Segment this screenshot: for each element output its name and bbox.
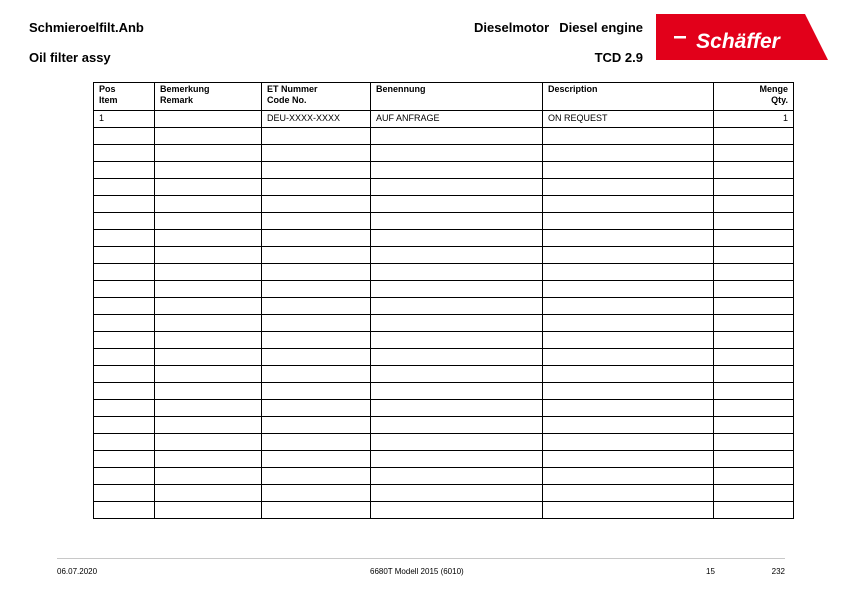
table-row [94,230,794,247]
cell-remark [155,383,262,400]
table-row [94,468,794,485]
cell-remark [155,485,262,502]
footer-divider [57,558,785,559]
cell-description [543,281,714,298]
cell-remark [155,264,262,281]
cell-pos [94,366,155,383]
col-header-label: ET Nummer [267,84,318,94]
table-row [94,434,794,451]
cell-remark [155,417,262,434]
cell-remark [155,179,262,196]
table-row [94,349,794,366]
table-row [94,366,794,383]
table-row [94,213,794,230]
cell-code [262,366,371,383]
cell-code: DEU-XXXX-XXXX [262,111,371,128]
table-row [94,162,794,179]
cell-description [543,128,714,145]
cell-code [262,162,371,179]
cell-remark [155,247,262,264]
cell-qty [714,196,794,213]
cell-remark [155,315,262,332]
cell-remark [155,434,262,451]
table-row [94,298,794,315]
cell-description: ON REQUEST [543,111,714,128]
cell-code [262,179,371,196]
cell-description [543,502,714,519]
schaffer-logo [656,14,828,60]
cell-benennung [371,213,543,230]
cell-code [262,349,371,366]
cell-qty [714,451,794,468]
cell-pos [94,247,155,264]
cell-code [262,298,371,315]
cell-pos [94,468,155,485]
col-header-pos [94,83,155,111]
cell-benennung [371,485,543,502]
cell-qty [714,366,794,383]
cell-remark [155,230,262,247]
cell-benennung [371,298,543,315]
footer-total: 232 [771,567,785,576]
col-header-label: Qty. [771,95,788,105]
cell-description [543,145,714,162]
cell-qty [714,281,794,298]
cell-benennung [371,434,543,451]
engine-label-english: Diesel engine [559,20,643,35]
cell-description [543,179,714,196]
table-row [94,315,794,332]
cell-pos [94,196,155,213]
table-row [94,264,794,281]
cell-code [262,315,371,332]
cell-description [543,213,714,230]
cell-remark [155,128,262,145]
cell-benennung [371,247,543,264]
cell-qty [714,213,794,230]
cell-benennung [371,400,543,417]
cell-pos [94,434,155,451]
col-header-label: Menge [759,84,788,94]
cell-benennung [371,332,543,349]
cell-code [262,400,371,417]
cell-benennung: AUF ANFRAGE [371,111,543,128]
cell-benennung [371,145,543,162]
cell-description [543,349,714,366]
cell-pos [94,315,155,332]
cell-qty [714,128,794,145]
cell-code [262,264,371,281]
page-title-english: Oil filter assy [29,50,111,65]
cell-benennung [371,366,543,383]
cell-remark [155,332,262,349]
cell-code [262,247,371,264]
table-row [94,400,794,417]
cell-qty [714,502,794,519]
engine-label-german: Dieselmotor [474,20,550,35]
page-title-german: Schmieroelfilt.Anb [29,20,144,35]
cell-pos [94,485,155,502]
cell-code [262,281,371,298]
cell-description [543,366,714,383]
table-row [94,281,794,298]
cell-benennung [371,128,543,145]
cell-description [543,485,714,502]
cell-pos [94,349,155,366]
table-row [94,332,794,349]
cell-qty [714,468,794,485]
cell-description [543,162,714,179]
cell-qty [714,162,794,179]
table-header-row [94,83,794,111]
cell-remark [155,145,262,162]
table-row [94,502,794,519]
cell-pos [94,451,155,468]
col-header-benennung [371,83,543,111]
col-header-code [262,83,371,111]
cell-pos [94,162,155,179]
cell-qty [714,264,794,281]
cell-qty [714,434,794,451]
footer-page-number: 15 [706,567,715,576]
cell-description [543,434,714,451]
cell-code [262,383,371,400]
cell-qty [714,485,794,502]
cell-qty [714,332,794,349]
cell-pos [94,128,155,145]
cell-benennung [371,502,543,519]
cell-benennung [371,179,543,196]
cell-pos [94,400,155,417]
parts-table [93,82,794,519]
table-row [94,485,794,502]
cell-qty [714,145,794,162]
cell-qty [714,349,794,366]
cell-remark [155,213,262,230]
parts-table-body [94,111,794,519]
table-row [94,179,794,196]
cell-benennung [371,468,543,485]
cell-remark [155,400,262,417]
cell-remark [155,451,262,468]
cell-benennung [371,383,543,400]
table-row [94,111,794,128]
cell-description [543,315,714,332]
cell-description [543,247,714,264]
cell-code [262,468,371,485]
col-header-label: Benennung [376,84,426,94]
engine-model: TCD 2.9 [594,50,643,65]
cell-qty [714,230,794,247]
cell-qty [714,179,794,196]
footer-date: 06.07.2020 [57,567,98,576]
col-header-label: Pos [99,84,116,94]
cell-code [262,196,371,213]
cell-benennung [371,417,543,434]
cell-remark [155,298,262,315]
cell-benennung [371,264,543,281]
cell-description [543,264,714,281]
cell-description [543,298,714,315]
cell-remark [155,162,262,179]
cell-code [262,145,371,162]
cell-remark [155,196,262,213]
cell-code [262,332,371,349]
col-header-label: Description [548,84,598,94]
cell-code [262,213,371,230]
cell-pos [94,332,155,349]
engine-label [474,20,643,35]
cell-pos [94,417,155,434]
cell-code [262,230,371,247]
cell-qty [714,247,794,264]
cell-qty: 1 [714,111,794,128]
cell-remark [155,349,262,366]
col-header-remark [155,83,262,111]
cell-code [262,434,371,451]
cell-description [543,196,714,213]
cell-remark [155,281,262,298]
table-row [94,417,794,434]
table-row [94,247,794,264]
cell-qty [714,298,794,315]
cell-code [262,128,371,145]
cell-remark [155,468,262,485]
col-header-label: Remark [160,95,194,105]
cell-description [543,468,714,485]
cell-qty [714,417,794,434]
cell-benennung [371,451,543,468]
cell-description [543,400,714,417]
cell-pos [94,281,155,298]
cell-pos [94,383,155,400]
cell-code [262,451,371,468]
cell-code [262,485,371,502]
cell-pos [94,145,155,162]
table-row [94,128,794,145]
cell-pos [94,179,155,196]
col-header-label: Item [99,95,118,105]
col-header-qty [714,83,794,111]
cell-pos [94,213,155,230]
table-row [94,196,794,213]
cell-benennung [371,281,543,298]
table-row [94,451,794,468]
footer-model: 6680T Modell 2015 (6010) [370,567,464,576]
cell-remark [155,366,262,383]
table-row [94,383,794,400]
col-header-label: Code No. [267,95,307,105]
cell-code [262,502,371,519]
cell-qty [714,315,794,332]
cell-pos [94,298,155,315]
cell-pos [94,230,155,247]
cell-pos [94,502,155,519]
cell-description [543,383,714,400]
cell-benennung [371,162,543,179]
table-row [94,145,794,162]
cell-description [543,451,714,468]
cell-description [543,230,714,247]
cell-benennung [371,196,543,213]
cell-pos [94,264,155,281]
logo-text: Schäffer [696,30,780,53]
cell-benennung [371,349,543,366]
cell-qty [714,383,794,400]
col-header-description [543,83,714,111]
cell-qty [714,400,794,417]
cell-description [543,332,714,349]
cell-code [262,417,371,434]
cell-remark [155,502,262,519]
cell-pos: 1 [94,111,155,128]
cell-description [543,417,714,434]
cell-benennung [371,315,543,332]
cell-remark [155,111,262,128]
cell-benennung [371,230,543,247]
col-header-label: Bemerkung [160,84,210,94]
